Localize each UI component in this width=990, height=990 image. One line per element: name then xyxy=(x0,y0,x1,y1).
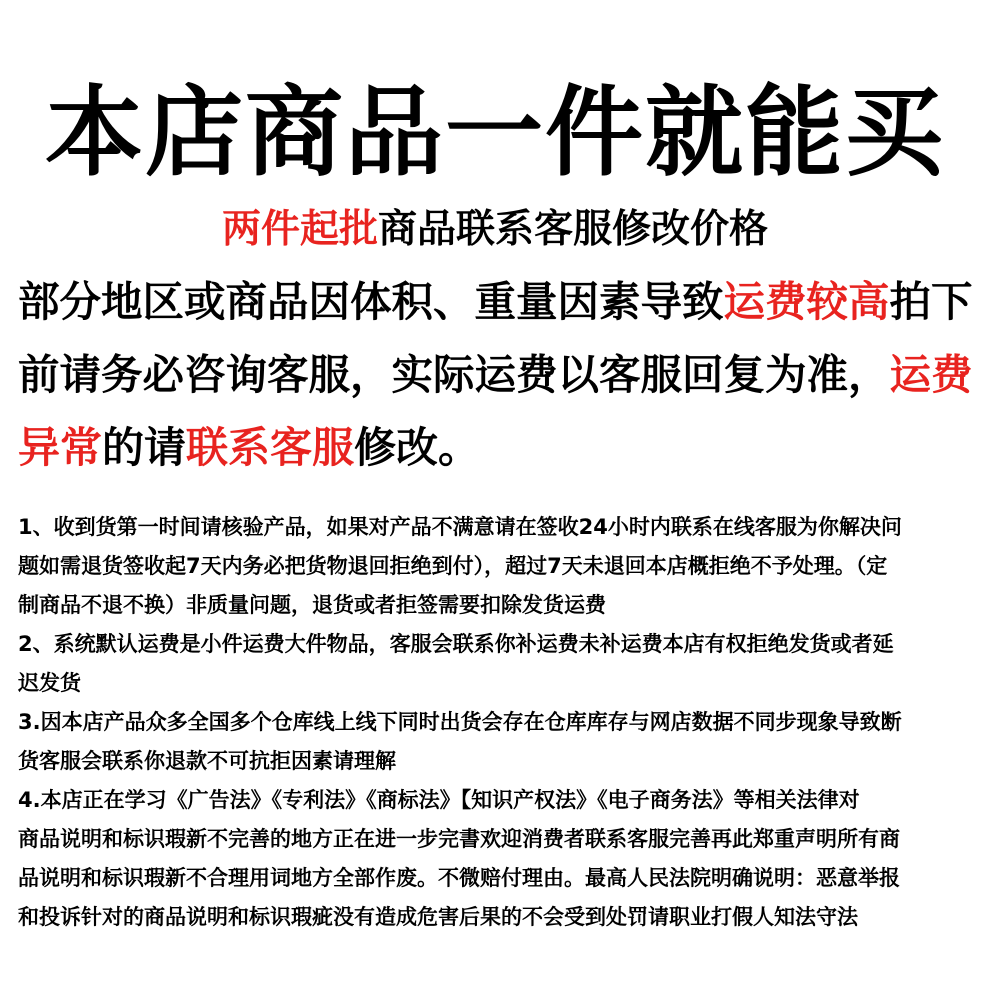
terms-line: 迟发货 xyxy=(18,671,81,695)
subtitle xyxy=(0,206,990,254)
subtitle-text: 商品联系客服修改价格 xyxy=(378,207,769,252)
terms-line: 品说明和标识瑕新不合理用词地方全部作废。不微赔付理由。最高人民法院明确说明：恶意举报 xyxy=(18,866,900,890)
terms-line: 1、收到货第一时间请核验产品，如果对产品不满意请在签收24小时内联系在线客服为你解决问 xyxy=(18,515,902,539)
notice-text: 修改。 xyxy=(354,423,481,472)
notice-text: 前请务必咨询客服，实际运费以客服回复为准， xyxy=(18,350,890,399)
terms-line: 4.本店正在学习《广告法》《专利法》《商标法》【知识产权法》《电子商务法》等相关法律对 xyxy=(18,788,860,812)
shipping-notice-line-3 xyxy=(18,421,978,475)
subtitle-highlight: 两件起批 xyxy=(221,207,378,252)
terms-line: 和投诉针对的商品说明和标识瑕疵没有造成危害后果的不会受到处罚请职业打假人知法守法 xyxy=(18,905,858,929)
terms-line: 题如需退货签收起7天内务必把货物退回拒绝到付），超过7天未退回本店概拒绝不予处理。（定 xyxy=(18,554,888,578)
notice-text: 拍下 xyxy=(889,277,973,326)
notice-text: 的请 xyxy=(102,423,187,472)
notice-highlight: 运费 xyxy=(889,350,973,399)
shipping-notice-line-2 xyxy=(18,348,978,402)
notice-highlight: 异常 xyxy=(18,423,103,472)
notice-highlight: 联系客服 xyxy=(186,423,355,472)
shipping-notice-line-1 xyxy=(18,275,978,329)
terms-line: 3.因本店产品众多全国多个仓库线上线下同时出货会存在仓库库存与网店数据不同步现象导致断 xyxy=(18,710,902,734)
terms-list xyxy=(18,508,978,937)
terms-line: 2、系统默认运费是小件运费大件物品，客服会联系你补运费未补运费本店有权拒绝发货或者延 xyxy=(18,632,894,656)
notice-text: 部分地区或商品因体积、重量因素导致 xyxy=(18,277,724,326)
terms-line: 商品说明和标识瑕新不完善的地方正在进一步完書欢迎消费者联系客服完善再此郑重声明所有商 xyxy=(18,827,900,851)
terms-line: 货客服会联系你退款不可抗拒因素请理解 xyxy=(18,749,396,773)
notice-highlight: 运费较高 xyxy=(723,277,890,326)
terms-line: 制商品不退不换）非质量问题，退货或者拒签需要扣除发货运费 xyxy=(18,593,606,617)
page-title: 本店商品一件就能买 xyxy=(44,76,945,190)
